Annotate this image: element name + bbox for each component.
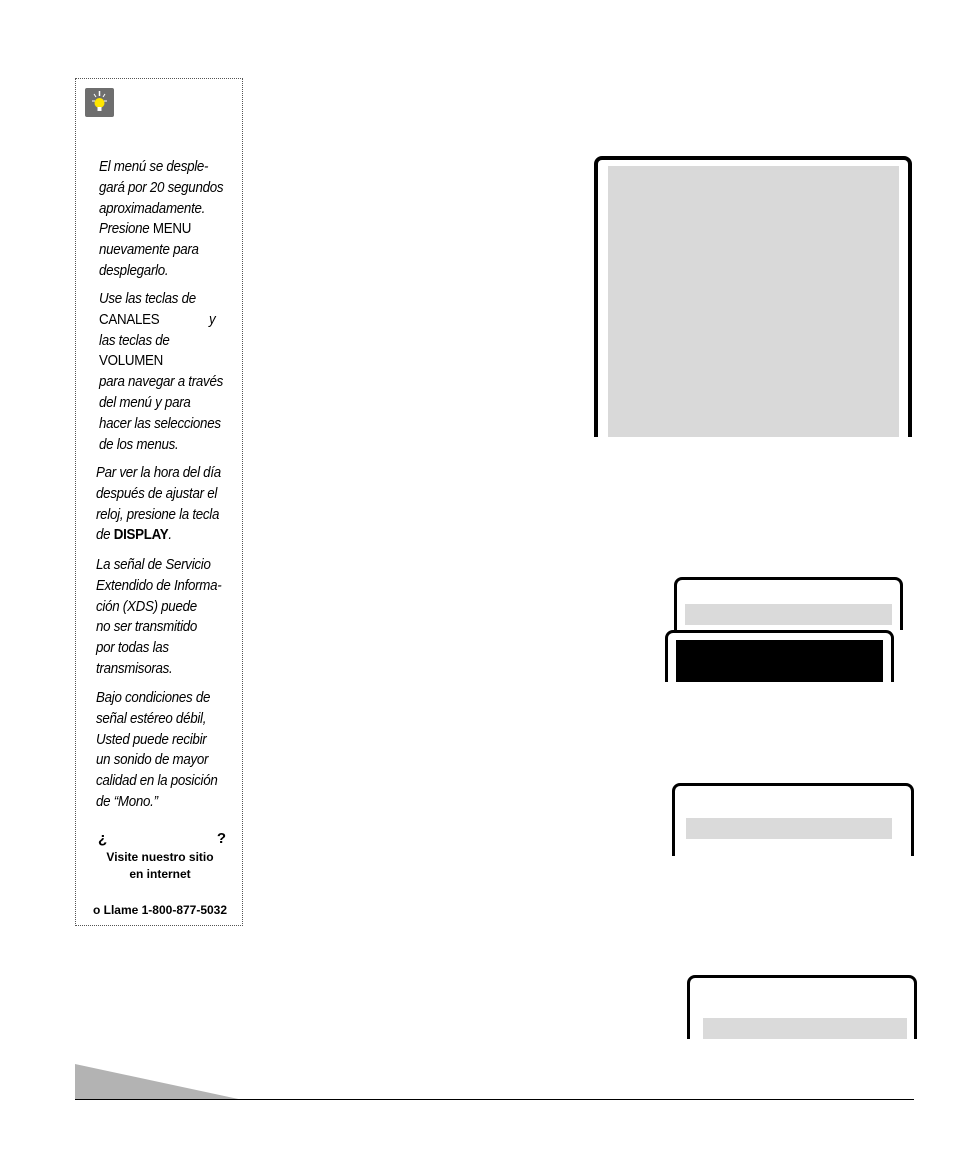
highlight-bar (685, 604, 892, 625)
menu-key-label: MENU (152, 221, 192, 238)
menu-illustration-3 (672, 783, 914, 856)
note-text: de (96, 527, 114, 544)
tip-note-navigation (99, 289, 223, 455)
note-line: transmisoras. (96, 660, 173, 677)
volumen-key-label: VOLUMEN (99, 353, 164, 370)
note-line: calidad en la posición (96, 773, 218, 790)
note-line: ción (XDS) puede (96, 598, 197, 615)
note-line (96, 525, 221, 546)
highlight-bar (686, 818, 892, 839)
visit-website-line2: en internet (129, 867, 191, 881)
note-text: . (168, 527, 172, 544)
note-line: Use las teclas de (99, 291, 196, 307)
note-line (99, 310, 223, 331)
note-line: hacer las selecciones (99, 415, 221, 432)
tip-note-menu-duration (99, 157, 223, 282)
visit-website-line1: Visite nuestro sitio (106, 850, 214, 864)
note-line: las teclas de (99, 332, 170, 349)
note-text: Presione (99, 221, 153, 238)
note-line: Usted puede recibir (96, 731, 207, 748)
question-open-mark: ¿ (98, 830, 108, 847)
note-line: Par ver la hora del día (96, 465, 221, 481)
note-line: señal estéreo débil, (96, 710, 207, 727)
note-line (99, 219, 223, 240)
display-key-label: DISPLAY (113, 527, 169, 544)
question-close-mark: ? (216, 830, 226, 847)
page-corner-tab (75, 1064, 245, 1100)
tip-note-display-clock (96, 463, 221, 546)
tips-sidebar (75, 78, 243, 926)
note-line: gará por 20 segundos (99, 179, 224, 196)
canales-key-label: CANALES (99, 311, 160, 328)
note-line: nuevamente para (99, 242, 199, 259)
note-line: después de ajustar el (96, 485, 218, 502)
note-line: un sonido de mayor (96, 752, 209, 769)
phone-number: o Llame 1-800-877-5032 (92, 903, 228, 917)
menu-illustration-4 (687, 975, 917, 1039)
menu-illustration-1 (674, 577, 903, 630)
note-line: Extendido de Informa- (96, 577, 222, 594)
lightbulb-icon (85, 88, 114, 117)
note-line: del menú y para (99, 394, 191, 411)
note-line: Bajo condiciones de (96, 690, 211, 706)
note-line: aproximadamente. (99, 200, 206, 217)
note-line: de los menus. (99, 436, 179, 453)
highlight-bar (703, 1018, 907, 1039)
menu-illustration-2 (665, 630, 894, 682)
note-line: de “Mono.” (96, 793, 158, 810)
selected-bar (676, 640, 883, 682)
note-line: no ser transmitido (96, 619, 198, 636)
note-line: La señal de Servicio (96, 557, 211, 573)
note-line: para navegar a través (99, 374, 223, 391)
note-line: desplegarlo. (99, 262, 169, 279)
page-bottom-rule (75, 1099, 914, 1100)
tip-note-xds (96, 555, 221, 680)
note-line: reloj, presione la tecla (96, 506, 220, 523)
tip-note-stereo-mono (96, 688, 217, 813)
tv-screen-illustration (594, 156, 912, 437)
note-line: El menú se desple- (99, 159, 209, 175)
screen-display-area (608, 166, 899, 437)
note-text: y (209, 311, 216, 328)
help-question (98, 830, 226, 848)
note-line: por todas las (96, 640, 169, 657)
